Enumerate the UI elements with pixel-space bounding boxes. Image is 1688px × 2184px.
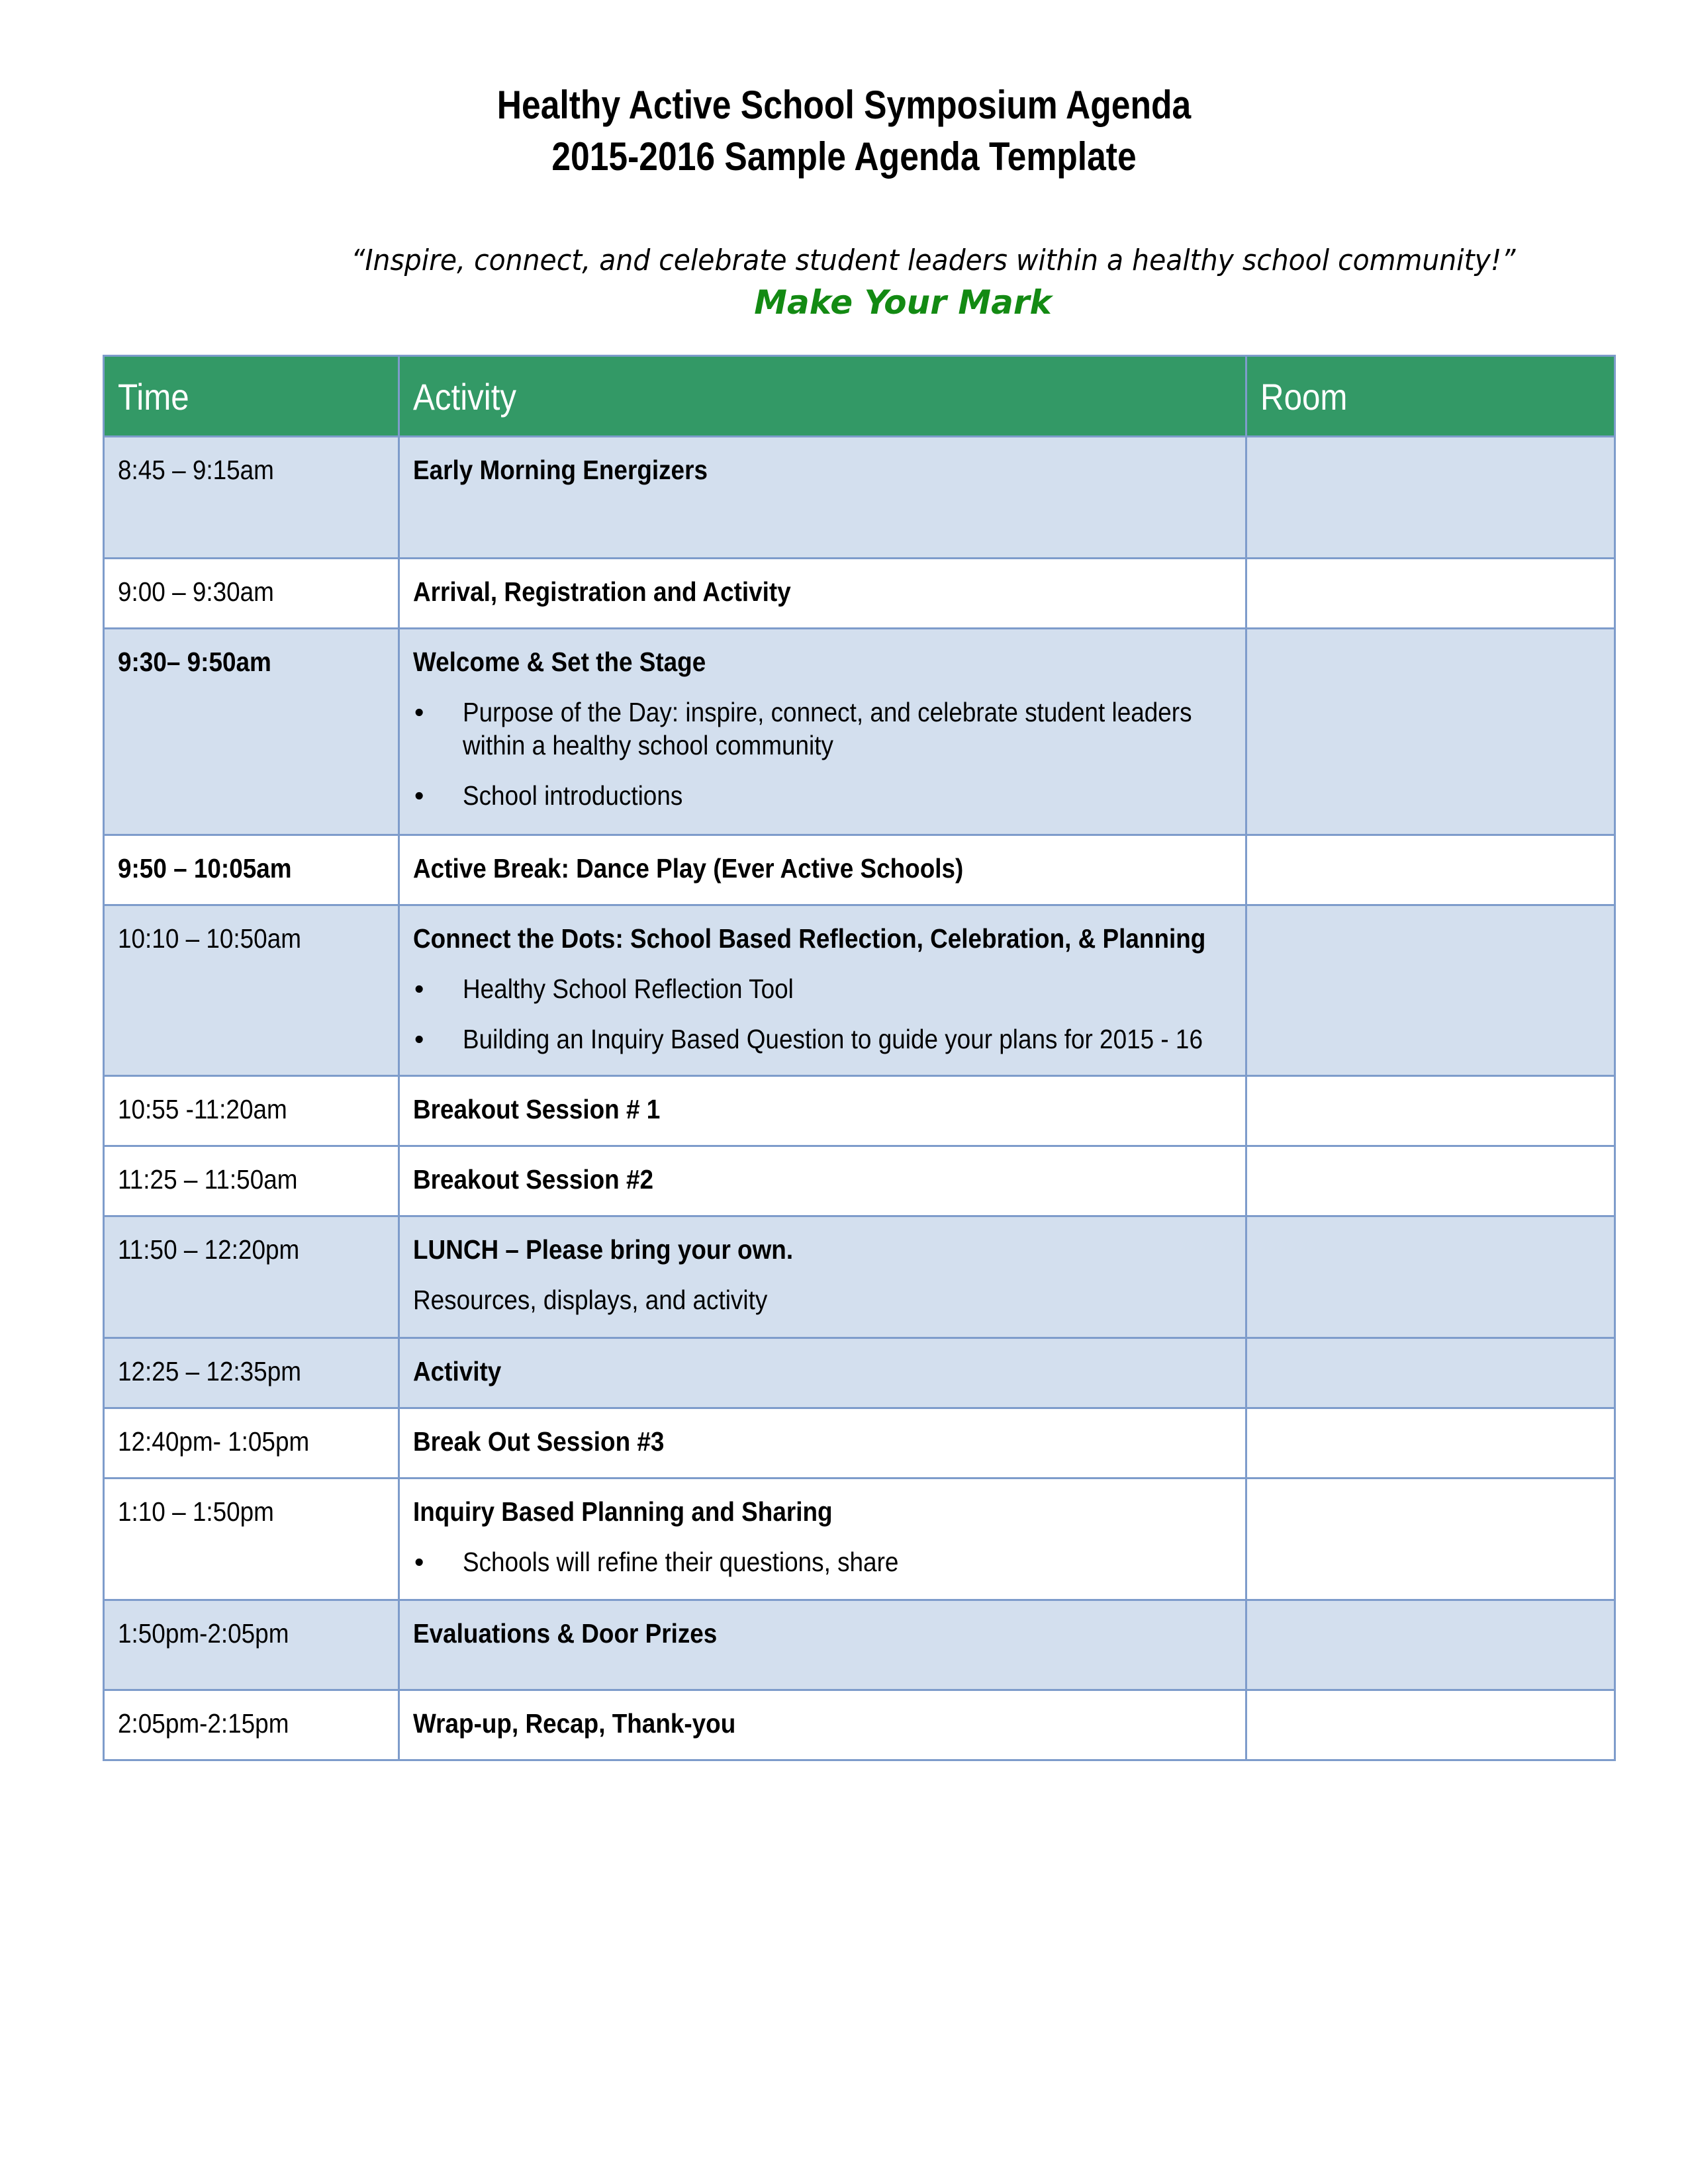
header-room: Room bbox=[1246, 356, 1615, 437]
time-cell: 8:45 – 9:15am bbox=[104, 437, 399, 559]
slogan: Make Your Mark bbox=[754, 283, 1052, 322]
bullet-list bbox=[413, 1545, 1232, 1578]
activity-cell: Early Morning Energizers bbox=[399, 437, 1246, 559]
table-row bbox=[104, 905, 1615, 1076]
time-cell: 1:50pm-2:05pm bbox=[104, 1600, 399, 1690]
room-cell bbox=[1246, 559, 1615, 629]
page-title bbox=[62, 79, 1627, 183]
time-cell: 9:30– 9:50am bbox=[104, 629, 399, 835]
room-cell bbox=[1246, 437, 1615, 559]
time-cell: 10:55 -11:20am bbox=[104, 1076, 399, 1146]
activity-cell: Breakout Session # 1 bbox=[399, 1076, 1246, 1146]
room-cell bbox=[1246, 629, 1615, 835]
time-cell: 11:50 – 12:20pm bbox=[104, 1216, 399, 1338]
title-line-2: 2015-2016 Sample Agenda Template bbox=[551, 134, 1137, 179]
room-cell bbox=[1246, 1216, 1615, 1338]
time-cell: 10:10 – 10:50am bbox=[104, 905, 399, 1076]
time-cell: 11:25 – 11:50am bbox=[104, 1146, 399, 1216]
table-row bbox=[104, 1690, 1615, 1760]
table-row bbox=[104, 437, 1615, 559]
room-cell bbox=[1246, 1479, 1615, 1600]
room-cell bbox=[1246, 1600, 1615, 1690]
activity-cell: Wrap-up, Recap, Thank-you bbox=[399, 1690, 1246, 1760]
table-row bbox=[104, 1146, 1615, 1216]
list-item: • Building an Inquiry Based Question to guide your plans for 2015 - 16 bbox=[413, 1023, 1232, 1056]
room-cell bbox=[1246, 835, 1615, 905]
room-cell bbox=[1246, 1408, 1615, 1479]
room-cell bbox=[1246, 1690, 1615, 1760]
time-cell: 12:25 – 12:35pm bbox=[104, 1338, 399, 1408]
activity-cell: Connect the Dots: School Based Reflection, Celebration, & Planning • Healthy School Reflection Tool • Building an Inquiry Based Question to guide your plans for 2015 - 16 bbox=[399, 905, 1246, 1076]
list-item: • School introductions bbox=[413, 779, 1232, 812]
title-line-1: Healthy Active School Symposium Agenda bbox=[496, 83, 1192, 127]
list-item: • Healthy School Reflection Tool bbox=[413, 972, 1232, 1005]
activity-cell: Inquiry Based Planning and Sharing • Schools will refine their questions, share bbox=[399, 1479, 1246, 1600]
activity-cell: Break Out Session #3 bbox=[399, 1408, 1246, 1479]
room-cell bbox=[1246, 1146, 1615, 1216]
activity-cell: LUNCH – Please bring your own. Resources, displays, and activity bbox=[399, 1216, 1246, 1338]
table-row bbox=[104, 835, 1615, 905]
room-cell bbox=[1246, 905, 1615, 1076]
time-cell: 2:05pm-2:15pm bbox=[104, 1690, 399, 1760]
time-cell: 1:10 – 1:50pm bbox=[104, 1479, 399, 1600]
bullet-list bbox=[413, 972, 1232, 1056]
list-item: • Purpose of the Day: inspire, connect, and celebrate student leaders within a healthy school community bbox=[413, 696, 1232, 762]
time-cell: 12:40pm- 1:05pm bbox=[104, 1408, 399, 1479]
list-item: • Schools will refine their questions, share bbox=[413, 1545, 1232, 1578]
activity-cell: Welcome & Set the Stage • Purpose of the Day: inspire, connect, and celebrate student leaders within a healthy school community • School introductions bbox=[399, 629, 1246, 835]
table-row bbox=[104, 1479, 1615, 1600]
agenda-table bbox=[103, 355, 1616, 1761]
table-row bbox=[104, 1216, 1615, 1338]
time-cell: 9:50 – 10:05am bbox=[104, 835, 399, 905]
table-row bbox=[104, 1076, 1615, 1146]
room-cell bbox=[1246, 1076, 1615, 1146]
table-row bbox=[104, 1600, 1615, 1690]
room-cell bbox=[1246, 1338, 1615, 1408]
table-header-row bbox=[104, 356, 1615, 437]
activity-cell: Activity bbox=[399, 1338, 1246, 1408]
tagline: “Inspire, connect, and celebrate student leaders within a healthy school community!” bbox=[351, 244, 1516, 277]
table-row bbox=[104, 629, 1615, 835]
activity-cell: Active Break: Dance Play (Ever Active Schools) bbox=[399, 835, 1246, 905]
table-row bbox=[104, 1338, 1615, 1408]
activity-cell: Evaluations & Door Prizes bbox=[399, 1600, 1246, 1690]
table-row bbox=[104, 1408, 1615, 1479]
activity-cell: Breakout Session #2 bbox=[399, 1146, 1246, 1216]
time-cell: 9:00 – 9:30am bbox=[104, 559, 399, 629]
header-activity: Activity bbox=[399, 356, 1246, 437]
table-row bbox=[104, 559, 1615, 629]
activity-cell: Arrival, Registration and Activity bbox=[399, 559, 1246, 629]
activity-note: Resources, displays, and activity bbox=[413, 1285, 768, 1315]
header-time: Time bbox=[104, 356, 399, 437]
bullet-list bbox=[413, 696, 1232, 812]
